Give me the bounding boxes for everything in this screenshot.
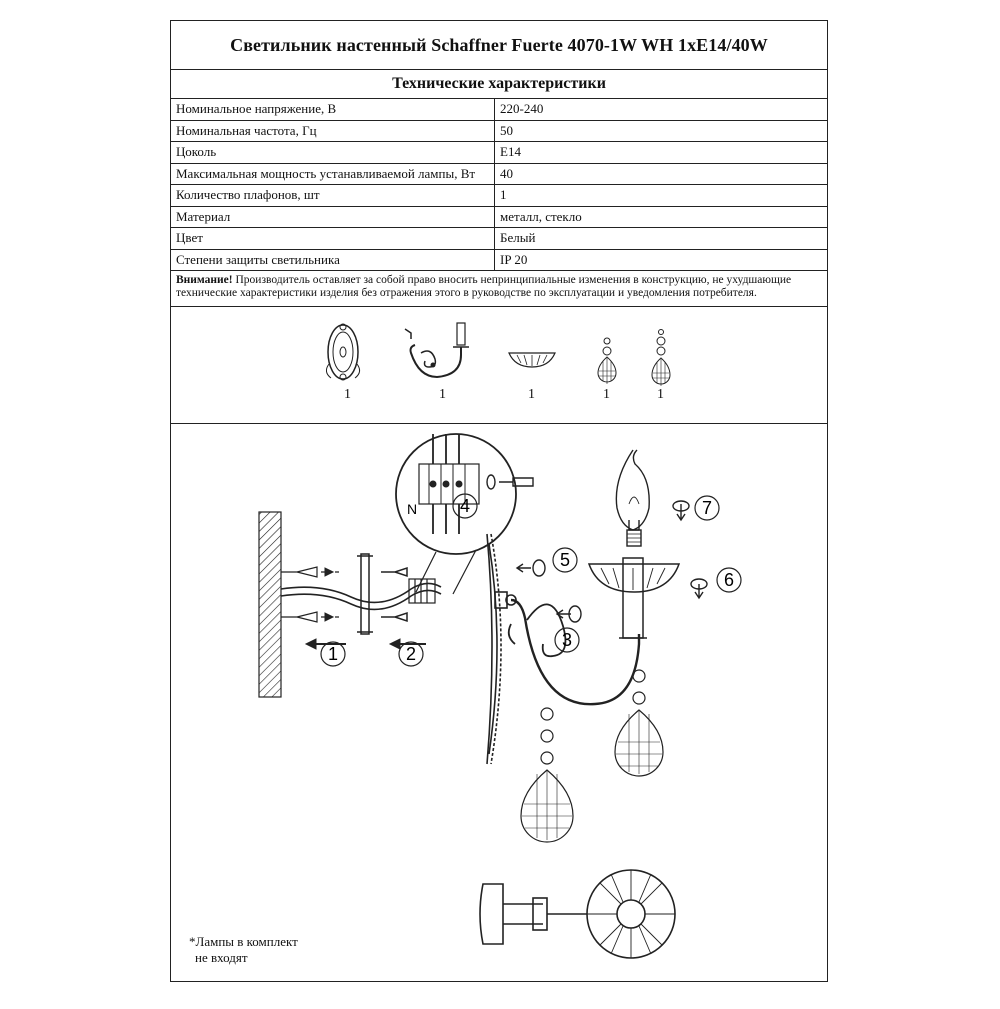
table-row [171, 185, 827, 207]
spec-key: Материал [171, 206, 495, 228]
crystal-chain-right [615, 670, 663, 776]
candle-bulb [616, 450, 649, 546]
wall-plate-icon [321, 319, 365, 390]
spec-key: Цоколь [171, 142, 495, 164]
spec-key: Номинальная частота, Гц [171, 120, 495, 142]
crystal-pendant-long-icon [649, 329, 673, 392]
spec-key: Цвет [171, 228, 495, 250]
part-quantity: 1 [344, 387, 351, 402]
part-quantity: 1 [657, 387, 664, 402]
assembly-diagram [171, 424, 827, 1004]
spec-key: Степени защиты светильника [171, 249, 495, 271]
wall [259, 512, 281, 697]
spec-key: Номинальное напряжение, В [171, 99, 495, 120]
step-numbers [321, 494, 741, 666]
specs-heading: Технические характеристики [171, 70, 827, 99]
table-row [171, 120, 827, 142]
candle-cup [589, 558, 679, 638]
table-row [171, 99, 827, 120]
spec-value: 1 [495, 185, 828, 207]
document-title: Светильник настенный Schaffner Fuerte 4070-1W WH 1xE14/40W [171, 21, 827, 70]
crystal-pendant-icon [595, 337, 619, 390]
crystal-chain-left [521, 708, 573, 842]
table-row [171, 206, 827, 228]
table-row [171, 249, 827, 271]
parts-list [171, 307, 827, 424]
top-view-drawing [480, 870, 675, 958]
instruction-sheet [170, 20, 828, 982]
step-number: 7 [701, 498, 713, 518]
spec-value: 220-240 [495, 99, 828, 120]
step-number: 6 [723, 570, 735, 590]
spec-key: Максимальная мощность устанавливаемой лампы, Вт [171, 163, 495, 185]
footnote [189, 934, 298, 966]
part-quantity: 1 [528, 387, 535, 402]
footnote-line: *Лампы в комплект [189, 934, 298, 949]
step-number: 1 [327, 644, 339, 664]
step-number: 5 [559, 550, 571, 570]
table-row [171, 142, 827, 164]
spec-value: IP 20 [495, 249, 828, 271]
spec-value: 40 [495, 163, 828, 185]
step-number: 2 [405, 644, 417, 664]
notice-label: Внимание! [176, 274, 233, 286]
spec-value: металл, стекло [495, 206, 828, 228]
spec-value: Белый [495, 228, 828, 250]
spec-value: 50 [495, 120, 828, 142]
bobeche-icon [507, 349, 557, 376]
table-row [171, 163, 827, 185]
step-number: 3 [561, 630, 573, 650]
specs-table [171, 99, 827, 271]
spec-key: Количество плафонов, шт [171, 185, 495, 207]
mounting-bracket [357, 554, 407, 634]
part-quantity: 1 [439, 387, 446, 402]
spec-value: E14 [495, 142, 828, 164]
back-plate [487, 534, 516, 764]
screwdriver-icon [487, 475, 533, 489]
assembly-drawing [171, 424, 827, 1004]
lamp-arm [509, 600, 639, 704]
arm-icon [401, 321, 481, 390]
notice-text: Производитель оставляет за собой право вносить непринципиальные изменения в конструкцию, не ухудшающие технические характеристики изделия без отражения этого в руководстве по эксплуатации и уведомления потребителя. [176, 274, 792, 299]
step-number: 4 [459, 496, 471, 516]
footnote-line: не входят [195, 950, 248, 965]
table-row [171, 228, 827, 250]
part-quantity: 1 [603, 387, 610, 402]
wire-neutral-label: N [407, 501, 418, 517]
notice-paragraph [171, 271, 827, 307]
